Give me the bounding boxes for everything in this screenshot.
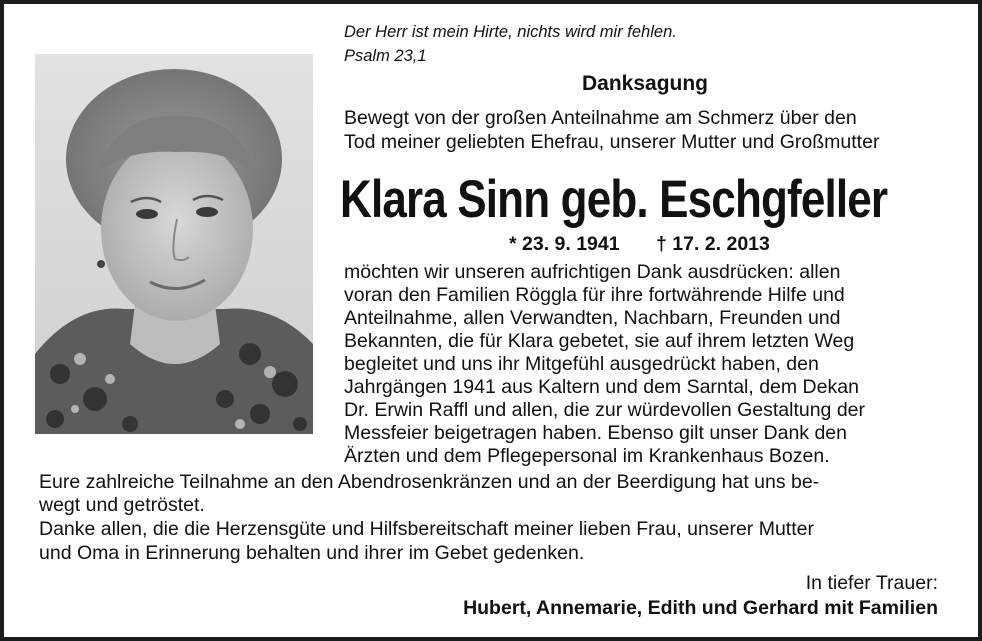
body-line: Jahrgängen 1941 aus Kaltern und dem Sarntal, dem Dekan (344, 376, 859, 398)
psalm-quote: Der Herr ist mein Hirte, nichts wird mir fehlen. (344, 23, 677, 41)
intro-line: Tod meiner geliebten Ehefrau, unserer Mutter und Großmutter (344, 131, 880, 153)
portrait-photo (35, 54, 313, 434)
birth-date: * 23. 9. 1941 (509, 233, 620, 255)
deceased-name: Klara Sinn geb. Eschgfeller (340, 170, 888, 229)
body-line: möchten wir unseren aufrichtigen Dank ausdrücken: allen (344, 261, 841, 283)
body-line: Anteilnahme, allen Verwandten, Nachbarn, Freunden und (344, 307, 841, 329)
wide-line: wegt und getröstet. (39, 494, 205, 516)
portrait-image (35, 54, 313, 434)
closing-text: In tiefer Trauer: (805, 572, 938, 594)
wide-line: Danke allen, die die Herzensgüte und Hilfsbereitschaft meiner lieben Frau, unserer Mutter (39, 518, 814, 540)
body-line: Ärzten und dem Pflegepersonal im Krankenhaus Bozen. (344, 445, 830, 467)
wide-line: Eure zahlreiche Teilnahme an den Abendrosenkränzen und an der Beerdigung hat uns be- (39, 471, 820, 493)
psalm-reference: Psalm 23,1 (344, 47, 427, 65)
death-date: † 17. 2. 2013 (656, 233, 770, 255)
body-line: Dr. Erwin Raffl und allen, die zur würdevollen Gestaltung der (344, 399, 865, 421)
body-line: voran den Familien Röggla für ihre fortwährende Hilfe und (344, 284, 845, 306)
body-line: Bekannten, die für Klara gebetet, sie auf ihrem letzten Weg (344, 330, 855, 352)
page-title: Danksagung (581, 72, 709, 95)
signature: Hubert, Annemarie, Edith und Gerhard mit Familien (463, 597, 938, 619)
intro-line: Bewegt von der großen Anteilnahme am Schmerz über den (344, 107, 857, 129)
wide-line: und Oma in Erinnerung behalten und ihrer im Gebet gedenken. (39, 542, 585, 564)
body-line: begleitet und uns ihr Mitgefühl ausgedrückt haben, den (344, 353, 819, 375)
body-line: Messfeier beigetragen haben. Ebenso gilt unser Dank den (344, 422, 847, 444)
